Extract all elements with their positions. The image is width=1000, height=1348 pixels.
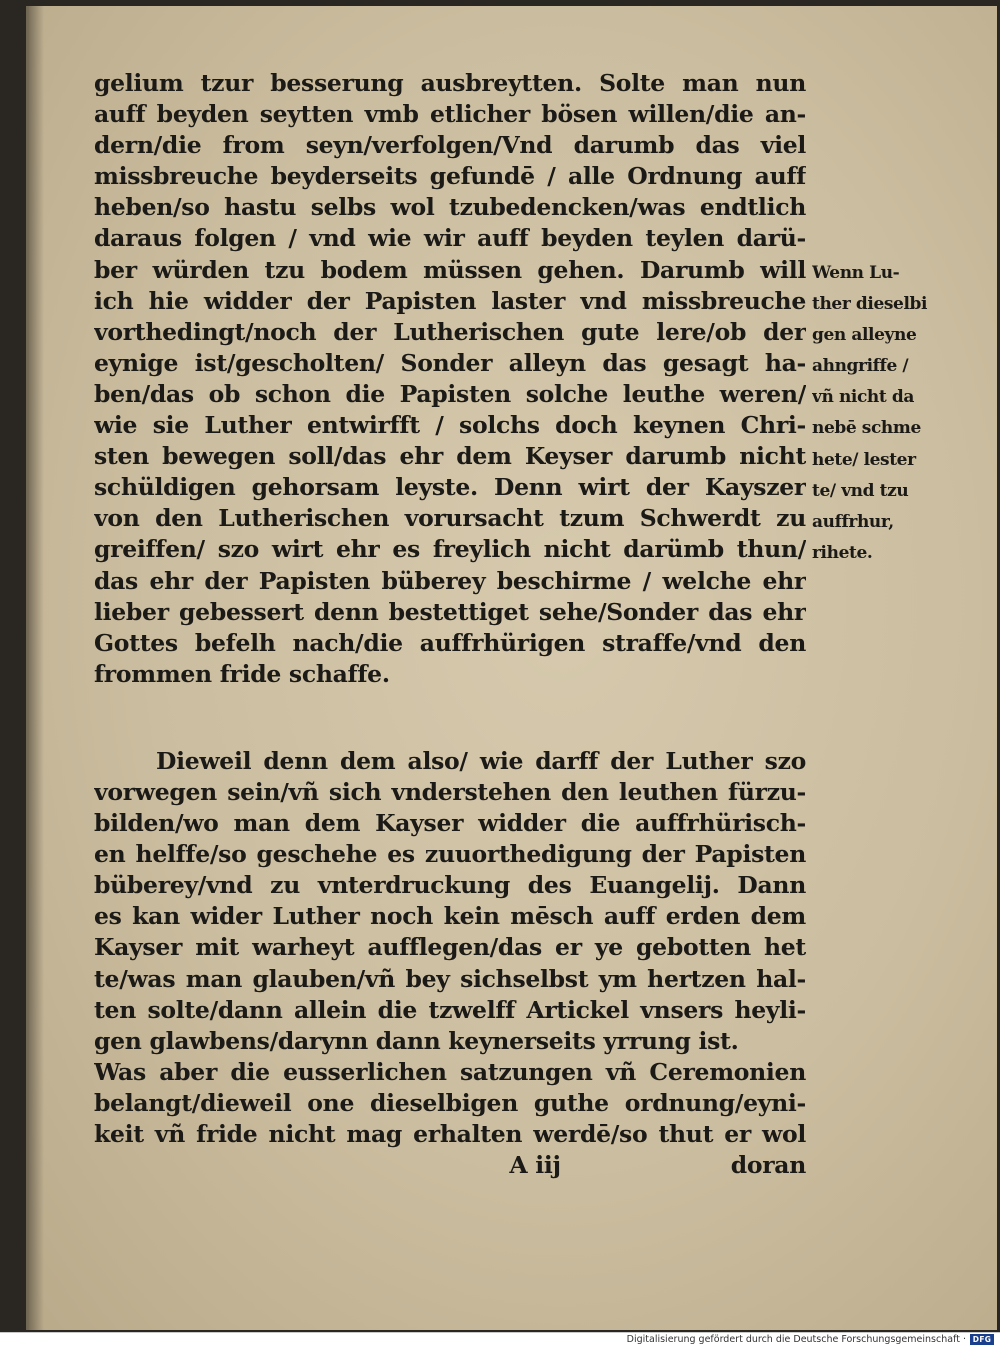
text-line: lieber gebessert denn bestettiget sehe/Sonder das ehr [94, 597, 806, 626]
text-line: vorthedingt/noch der Lutherischen gute lere/ob der [94, 317, 806, 346]
text-line: büberey/vnd zu vnterdruckung des Euangelij. Dann [94, 871, 806, 900]
signature-mark: A iij [509, 1151, 561, 1180]
text-line: ten solte/dann allein die tzwelff Artickel vnsers heyli- [94, 995, 806, 1024]
margin-note-line: ther dieselbi [812, 294, 928, 315]
text-line: ber würden tzu bodem müssen gehen. Darumb will [94, 255, 806, 284]
text-line: Kayser mit warheyt aufflegen/das er ye gebotten het [94, 933, 806, 962]
text-line: Was aber die eusserlichen satzungen vñ Ceremonien [94, 1057, 806, 1086]
text-line: keit vñ fride nicht mag erhalten werdē/so thut er wol [94, 1120, 806, 1148]
catchword: doran [730, 1151, 806, 1180]
margin-note-line: nebē schme [812, 418, 921, 439]
text-line: Dieweil denn dem also/ wie darff der Luther szo [156, 746, 806, 775]
text-line: das ehr der Papisten büberey beschirme / welche ehr [94, 566, 806, 595]
text-line: ich hie widder der Papisten laster vnd missbreuche [94, 286, 806, 315]
margin-note-line: Wenn Lu- [812, 263, 900, 283]
text-line: sten bewegen soll/das ehr dem Keyser darumb nicht [94, 442, 806, 471]
margin-note-line: auffrhur, [812, 511, 894, 532]
margin-note-line: vñ nicht da [812, 387, 914, 408]
paragraph-gap [94, 690, 806, 746]
text-line: eynige ist/gescholten/ Sonder alleyn das gesagt ha- [94, 348, 806, 377]
text-line: bilden/wo man dem Kayser widder die auffrhürisch- [94, 809, 806, 838]
margin-note-line: hete/ lester [812, 449, 916, 470]
margin-note [812, 258, 944, 569]
text-line: te/was man glauben/vñ bey sichselbst ym hertzen hal- [94, 964, 806, 993]
main-text-block [94, 68, 806, 1181]
text-line: ben/das ob schon die Papisten solche leuthe weren/ [94, 379, 806, 408]
text-line: missbreuche beyderseits gefundē / alle Ordnung auff [94, 162, 806, 191]
footer-bar [0, 1332, 1000, 1348]
text-line: vorwegen sein/vñ sich vnderstehen den leuthen fürzu- [94, 777, 806, 806]
margin-note-line: ahngriffe / [812, 356, 909, 377]
margin-note-line: gen alleyne [812, 325, 917, 346]
text-line: en helffe/so geschehe es zuuorthedigung der Papisten [94, 840, 806, 869]
text-line: greiffen/ szo wirt ehr es freylich nicht darümb thun/ [94, 535, 806, 564]
text-line: belangt/dieweil one dieselbigen guthe ordnung/eyni- [94, 1088, 806, 1117]
text-line: frommen fride schaffe. [94, 659, 390, 688]
text-line: schüldigen gehorsam leyste. Denn wirt der Kayszer [94, 473, 806, 502]
text-line: von den Lutherischen vorursacht tzum Schwerdt zu [94, 504, 806, 533]
dfg-logo: DFG [970, 1334, 994, 1345]
text-line: Gottes befelh nach/die auffrhürigen straffe/vnd den [94, 628, 806, 657]
text-line: dern/die from seyn/verfolgen/Vnd darumb das viel [94, 131, 806, 160]
text-line: gelium tzur besserung ausbreytten. Solte man nun [94, 69, 806, 97]
page-gutter-shadow [26, 6, 44, 1330]
text-line: wie sie Luther entwirfft / solchs doch keynen Chri- [94, 411, 806, 440]
margin-note-line: rihete. [812, 542, 873, 563]
text-line: heben/so hastu selbs wol tzubedencken/was endtlich [94, 193, 806, 222]
text-line: es kan wider Luther noch kein mēsch auff erden dem [94, 902, 806, 931]
text-line: gen glawbens/darynn dann keynerseits yrrung ist. [94, 1026, 739, 1055]
text-line: auff beyden seytten vmb etlicher bösen willen/die an- [94, 100, 806, 129]
footer-credit: Digitalisierung gefördert durch die Deutsche Forschungsgemeinschaft · [626, 1334, 966, 1345]
signature-line [94, 1150, 806, 1181]
margin-note-line: te/ vnd tzu [812, 480, 909, 501]
text-line: daraus folgen / vnd wie wir auff beyden teylen darü- [94, 224, 806, 253]
